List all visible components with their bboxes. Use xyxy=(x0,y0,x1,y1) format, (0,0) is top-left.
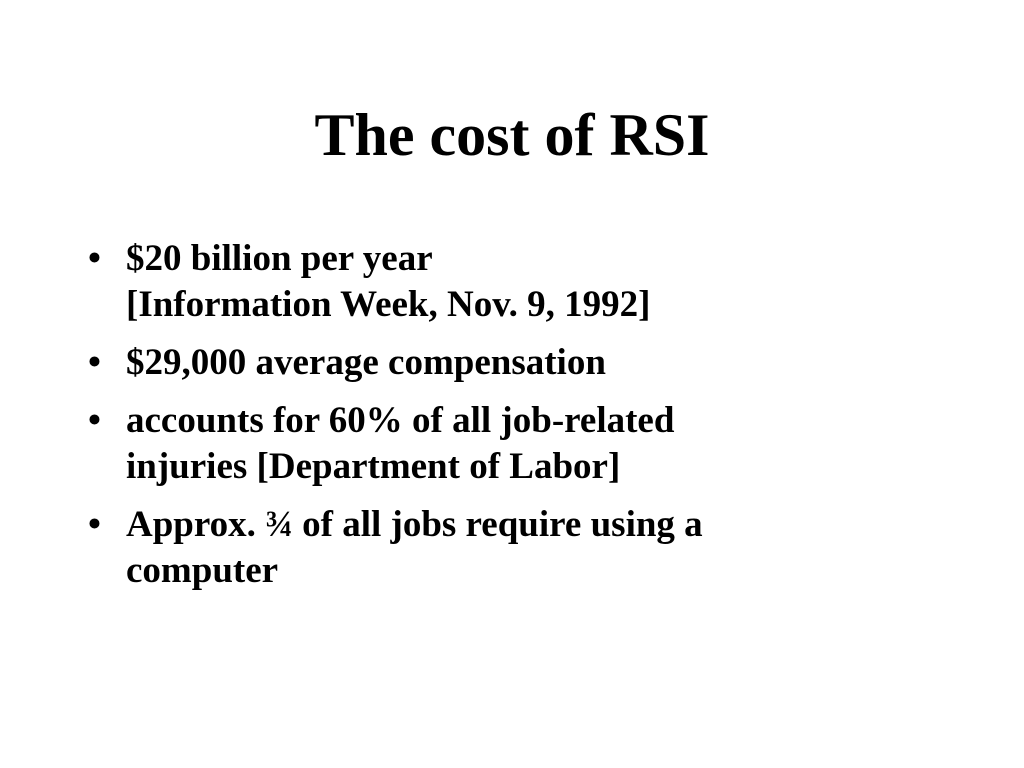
bullet-item xyxy=(88,398,948,490)
bullet-citation: [Information Week, Nov. 9, 1992] xyxy=(126,284,651,325)
bullet-text: Approx. ¾ of all jobs require using a xyxy=(126,504,703,545)
bullet-icon: • xyxy=(88,342,101,383)
bullet-icon: • xyxy=(88,504,101,545)
bullet-icon: • xyxy=(88,238,101,279)
slide-title: The cost of RSI xyxy=(314,102,710,168)
bullet-text: accounts for 60% of all job-related xyxy=(126,400,675,441)
bullet-item xyxy=(88,502,948,594)
bullet-icon: • xyxy=(88,400,101,441)
bullet-item xyxy=(88,236,948,328)
bullet-text-continued: injuries [Department of Labor] xyxy=(126,446,621,487)
bullet-text: $29,000 average compensation xyxy=(126,342,606,383)
bullet-text-continued: computer xyxy=(126,550,279,591)
bullet-item xyxy=(88,340,948,386)
bullet-list xyxy=(88,236,948,606)
bullet-text: $20 billion per year xyxy=(126,238,433,279)
